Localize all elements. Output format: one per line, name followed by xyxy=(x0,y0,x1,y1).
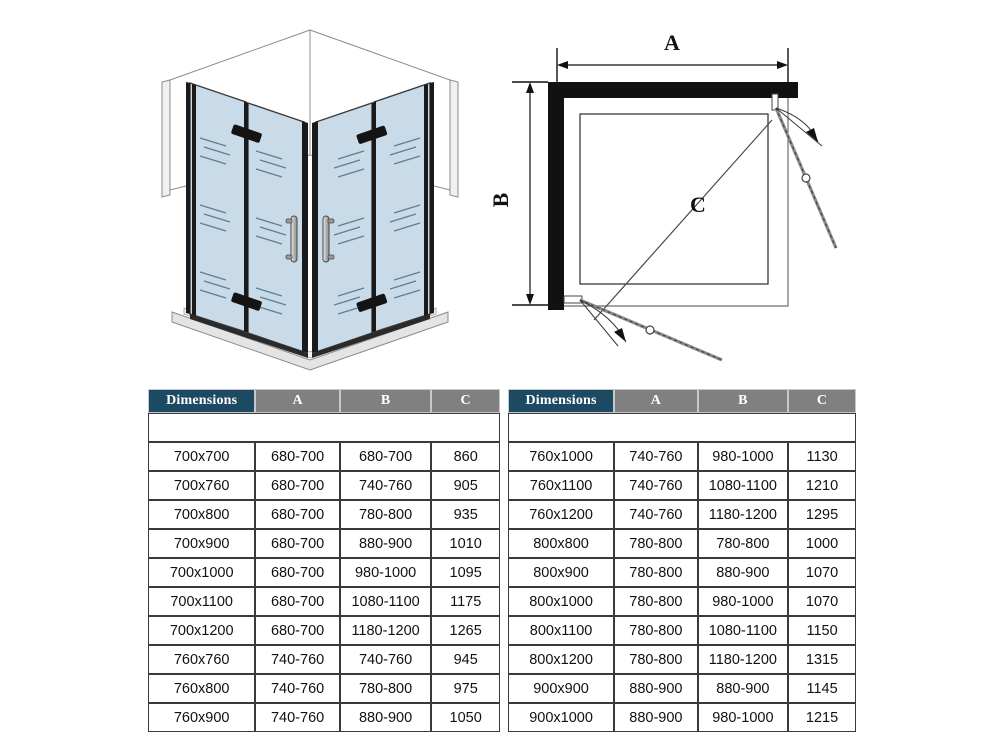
cell-b: 880-900 xyxy=(698,558,788,587)
cell-a: 740-760 xyxy=(614,442,698,471)
dimension-c-label: C xyxy=(690,192,706,217)
cell-dimensions: 700x1100 xyxy=(148,587,255,616)
cell-b: 1180-1200 xyxy=(698,500,788,529)
cell-b: 880-900 xyxy=(698,674,788,703)
cell-c: 1150 xyxy=(788,616,856,645)
table-row xyxy=(148,703,500,732)
cell-a: 740-760 xyxy=(255,674,339,703)
cell-a: 680-700 xyxy=(255,558,339,587)
cell-a: 680-700 xyxy=(255,529,339,558)
cell-dimensions: 800x1200 xyxy=(508,645,614,674)
door-swing-top-right xyxy=(772,94,836,248)
dimension-a-label: A xyxy=(664,30,680,55)
table-row xyxy=(508,616,856,645)
cell-c: 935 xyxy=(431,500,500,529)
wall-outline xyxy=(548,82,798,310)
cell-a: 740-760 xyxy=(255,703,339,732)
table-body-left xyxy=(148,413,500,732)
cell-c: 1215 xyxy=(788,703,856,732)
header-a: A xyxy=(614,389,698,413)
table-row xyxy=(148,587,500,616)
cell-b: 740-760 xyxy=(340,471,432,500)
cell-c: 905 xyxy=(431,471,500,500)
header-dimensions: Dimensions xyxy=(148,389,255,413)
cell-dimensions: 800x1100 xyxy=(508,616,614,645)
cell-b: 1080-1100 xyxy=(698,616,788,645)
table-row xyxy=(148,674,500,703)
cell-b: 1180-1200 xyxy=(340,616,432,645)
cell-dimensions: 700x1200 xyxy=(148,616,255,645)
table-row xyxy=(508,703,856,732)
cell-c: 1315 xyxy=(788,645,856,674)
cell-a: 680-700 xyxy=(255,442,339,471)
table-body-right xyxy=(508,413,856,732)
cell-dimensions: 900x900 xyxy=(508,674,614,703)
header-c: C xyxy=(431,389,500,413)
cell-a: 680-700 xyxy=(255,500,339,529)
table-header-row xyxy=(508,389,856,413)
cell-a: 680-700 xyxy=(255,616,339,645)
cell-a: 780-800 xyxy=(614,587,698,616)
cell-b: 980-1000 xyxy=(698,703,788,732)
cell-c: 1010 xyxy=(431,529,500,558)
isometric-enclosure-view xyxy=(150,20,470,370)
cell-c: 1265 xyxy=(431,616,500,645)
table-row xyxy=(508,558,856,587)
cell-b: 780-800 xyxy=(340,500,432,529)
table-row xyxy=(148,645,500,674)
header-body-gap xyxy=(508,413,856,442)
table-row xyxy=(508,471,856,500)
cell-c: 945 xyxy=(431,645,500,674)
header-b: B xyxy=(698,389,788,413)
dimension-c xyxy=(594,120,772,320)
cell-a: 740-760 xyxy=(255,645,339,674)
dimensions-table-right xyxy=(508,389,856,732)
cell-a: 880-900 xyxy=(614,674,698,703)
cell-dimensions: 700x700 xyxy=(148,442,255,471)
dimensions-table-right-wrapper xyxy=(508,389,856,732)
cell-b: 1080-1100 xyxy=(698,471,788,500)
table-row xyxy=(508,500,856,529)
header-dimensions: Dimensions xyxy=(508,389,614,413)
dimension-b xyxy=(488,82,548,305)
header-b: B xyxy=(340,389,432,413)
cell-c: 1145 xyxy=(788,674,856,703)
shower-floor-outline xyxy=(580,114,768,284)
cell-dimensions: 760x800 xyxy=(148,674,255,703)
cell-dimensions: 760x1000 xyxy=(508,442,614,471)
cell-c: 1175 xyxy=(431,587,500,616)
table-row xyxy=(508,674,856,703)
table-header-row xyxy=(148,389,500,413)
cell-dimensions: 700x800 xyxy=(148,500,255,529)
cell-c: 975 xyxy=(431,674,500,703)
cell-dimensions: 700x900 xyxy=(148,529,255,558)
cell-c: 1050 xyxy=(431,703,500,732)
cell-a: 780-800 xyxy=(614,529,698,558)
table-row xyxy=(148,529,500,558)
cell-c: 1070 xyxy=(788,587,856,616)
cell-a: 680-700 xyxy=(255,587,339,616)
cell-a: 780-800 xyxy=(614,616,698,645)
cell-b: 780-800 xyxy=(698,529,788,558)
tray-outline xyxy=(564,98,788,306)
table-row xyxy=(508,645,856,674)
cell-dimensions: 760x1200 xyxy=(508,500,614,529)
cell-c: 1210 xyxy=(788,471,856,500)
cell-c: 1130 xyxy=(788,442,856,471)
table-head xyxy=(148,389,500,413)
table-head xyxy=(508,389,856,413)
cell-b: 980-1000 xyxy=(698,587,788,616)
cell-dimensions: 900x1000 xyxy=(508,703,614,732)
dimensions-table-left-wrapper xyxy=(148,389,500,732)
table-row xyxy=(508,442,856,471)
cell-dimensions: 700x760 xyxy=(148,471,255,500)
cell-b: 1080-1100 xyxy=(340,587,432,616)
table-row xyxy=(508,529,856,558)
cell-c: 1070 xyxy=(788,558,856,587)
table-row xyxy=(148,442,500,471)
cell-c: 1095 xyxy=(431,558,500,587)
dimension-a xyxy=(557,30,788,82)
cell-a: 880-900 xyxy=(614,703,698,732)
cell-b: 880-900 xyxy=(340,529,432,558)
table-row xyxy=(148,500,500,529)
cell-b: 740-760 xyxy=(340,645,432,674)
cell-dimensions: 760x760 xyxy=(148,645,255,674)
cell-b: 680-700 xyxy=(340,442,432,471)
cell-b: 980-1000 xyxy=(698,442,788,471)
cell-dimensions: 760x900 xyxy=(148,703,255,732)
cell-c: 1295 xyxy=(788,500,856,529)
dimensions-table-left xyxy=(148,389,500,732)
cell-b: 880-900 xyxy=(340,703,432,732)
header-a: A xyxy=(255,389,339,413)
table-row xyxy=(148,616,500,645)
cell-dimensions: 800x900 xyxy=(508,558,614,587)
cell-a: 780-800 xyxy=(614,558,698,587)
dimension-b-label: B xyxy=(488,192,513,208)
cell-b: 980-1000 xyxy=(340,558,432,587)
cell-c: 1000 xyxy=(788,529,856,558)
cell-a: 740-760 xyxy=(614,500,698,529)
cell-dimensions: 760x1100 xyxy=(508,471,614,500)
header-body-gap xyxy=(148,413,500,442)
header-c: C xyxy=(788,389,856,413)
table-row xyxy=(148,471,500,500)
table-row xyxy=(508,587,856,616)
cell-dimensions: 800x1000 xyxy=(508,587,614,616)
cell-dimensions: 800x800 xyxy=(508,529,614,558)
cell-a: 680-700 xyxy=(255,471,339,500)
cell-c: 860 xyxy=(431,442,500,471)
cell-b: 780-800 xyxy=(340,674,432,703)
cell-a: 740-760 xyxy=(614,471,698,500)
cell-a: 780-800 xyxy=(614,645,698,674)
plan-top-view xyxy=(488,20,870,370)
cell-dimensions: 700x1000 xyxy=(148,558,255,587)
table-row xyxy=(148,558,500,587)
cell-b: 1180-1200 xyxy=(698,645,788,674)
